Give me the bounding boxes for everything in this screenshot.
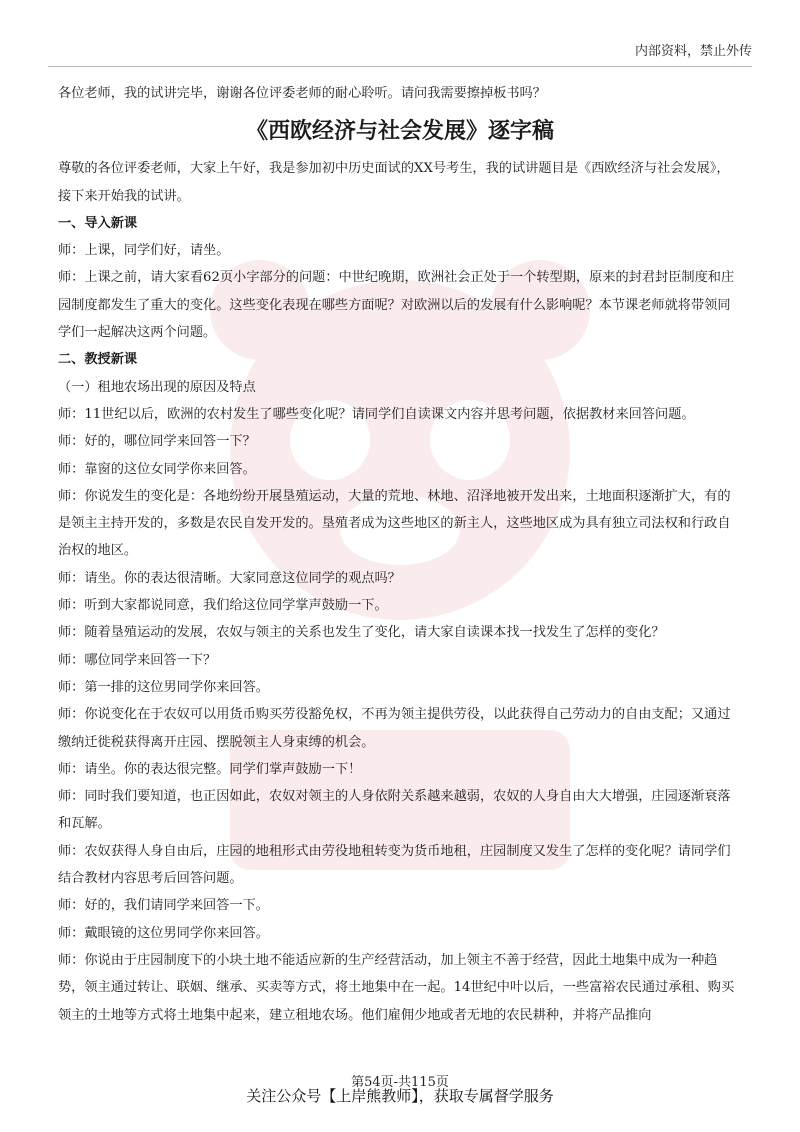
paragraph: 师：好的，我们请同学来回答一下。: [58, 898, 269, 914]
paragraph: 师：戴眼镜的这位男同学你来回答。: [58, 925, 269, 941]
paragraph: 师：上课，同学们好，请坐。: [58, 243, 230, 259]
paragraph: 师：你说发生的变化是：各地纷纷开展垦殖运动，大量的荒地、林地、沼泽地被开发出来，土地面积逐渐扩大，有的是领主主持开发的，多数是农民自发开发的。垦殖者成为这些地区的新主人，这些地区成为具有独立司法权和行政自治权的地区。: [58, 488, 731, 559]
paragraph: 师：11世纪以后，欧洲的农村发生了哪些变化呢？请同学们自读课文内容并思考问题，依据教材来回答问题。: [58, 406, 695, 422]
paragraph: 师：请坐。你的表达很完整。同学们掌声鼓励一下！: [58, 761, 362, 777]
paragraph: 师：随着垦殖运动的发展，农奴与领主的关系也发生了变化，请大家自读课本找一找发生了怎样的变化？: [58, 625, 665, 641]
paragraph: 师：你说变化在于农奴可以用货币购买劳役豁免权，不再为领主提供劳役，以此获得自己劳动力的自由支配；又通过缴纳迁徙税获得离开庄园、摆脱领主人身束缚的机会。: [58, 707, 731, 750]
intro-line: 各位老师，我的试讲完毕，谢谢各位评委老师的耐心聆听。请问我需要擦掉板书吗？: [58, 86, 546, 101]
paragraph: 师：哪位同学来回答一下？: [58, 652, 217, 668]
paragraph: 师：农奴获得人身自由后，庄园的地租形式由劳役地租转变为货币地租，庄园制度又发生了怎样的变化呢？请同学们结合教材内容思考后回答问题。: [58, 843, 731, 887]
page-number: 第54页-共115页: [351, 1075, 449, 1090]
paragraph: 师：同时我们要知道，也正因如此，农奴对领主的人身依附关系越来越弱，农奴的人身自由大大增强，庄园逐渐衰落和瓦解。: [58, 789, 731, 832]
subsection-heading: （一）租地农场出现的原因及特点: [58, 379, 256, 395]
paragraph: 师：听到大家都说同意，我们给这位同学掌声鼓励一下。: [58, 598, 388, 614]
paragraph: 师：靠窗的这位女同学你来回答。: [58, 461, 256, 477]
header-divider: [48, 66, 752, 67]
confidential-notice: 内部资料，禁止外传: [634, 44, 752, 59]
section-heading: 一、导入新课: [58, 215, 138, 231]
footer-promo: 关注公众号【上岸熊教师】，获取专属督学服务: [246, 1087, 554, 1105]
paragraph: 师：你说由于庄园制度下的小块土地不能适应新的生产经营活动，加上领主不善于经营，因此土地集中成为一种趋势，领主通过转让、联姻、继承、买卖等方式，将土地集中在一起。14世纪中叶以后，一些富裕农民通过承租、购买领主的土地等方式将土地集中起来，建立租地农场。他们雇佣少地或者无地的农民耕种，并将产品推向: [58, 952, 735, 1023]
paragraph: 师：第一排的这位男同学你来回答。: [58, 679, 269, 695]
document-title: 《西欧经济与社会发展》逐字稿: [245, 118, 554, 145]
paragraph: 师：上课之前，请大家看62页小字部分的问题：中世纪晚期，欧洲社会正处于一个转型期，原来的封君封臣制度和庄园制度都发生了重大的变化。这些变化表现在哪些方面呢？对欧洲以后的发展有什么影响呢？本节课老师就将带领同学们一起解决这两个问题。: [58, 270, 735, 341]
paragraph: 师：请坐。你的表达很清晰。大家同意这位同学的观点吗？: [58, 570, 401, 586]
paragraph: 师：好的，哪位同学来回答一下？: [58, 434, 256, 450]
section-heading: 二、教授新课: [58, 352, 138, 368]
paragraph: 尊敬的各位评委老师，大家上午好，我是参加初中历史面试的XX号考生，我的试讲题目是《西欧经济与社会发展》，接下来开始我的试讲。: [58, 161, 730, 204]
document-body: [58, 80, 742, 1029]
